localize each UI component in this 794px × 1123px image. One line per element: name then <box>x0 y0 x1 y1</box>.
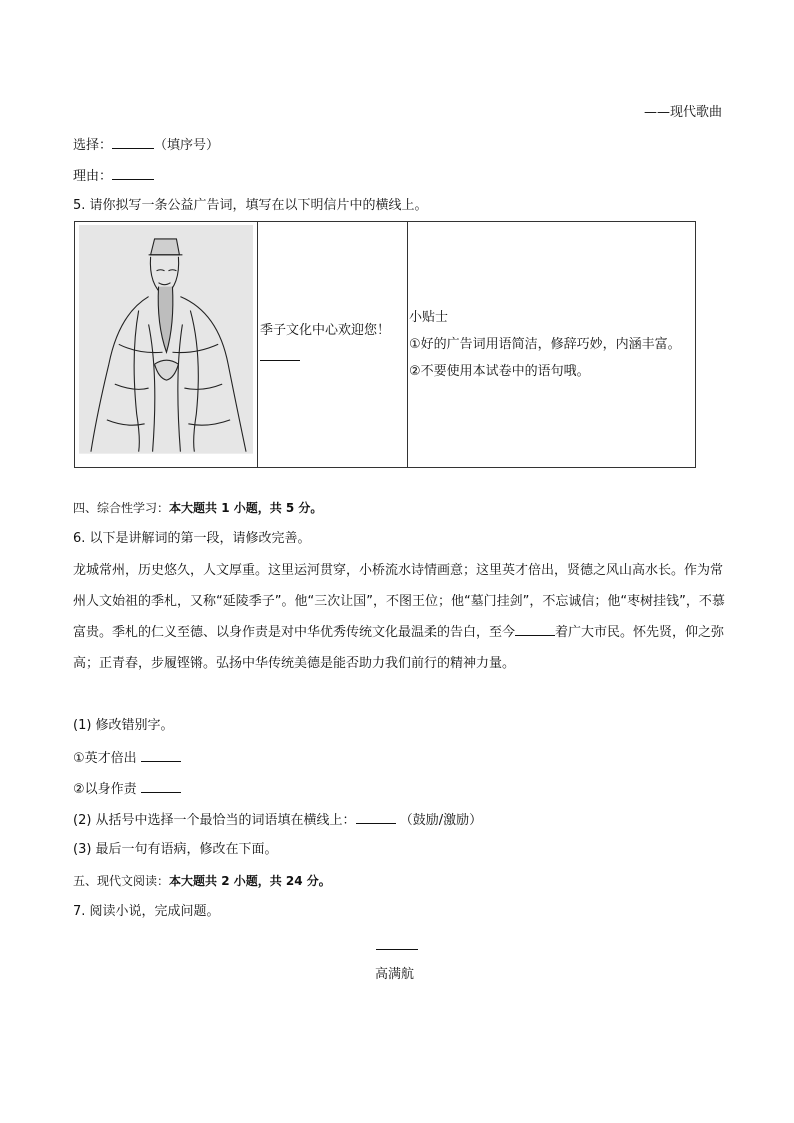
question-5-prompt: 5. 请你拟写一条公益广告词，填写在以下明信片中的横线上。 <box>73 198 428 213</box>
slogan-blank[interactable] <box>260 347 300 361</box>
sub-question-1: (1) 修改错别字。 <box>73 718 174 733</box>
tip-1: ①好的广告词用语简洁，修辞巧妙，内涵丰富。 <box>409 336 681 352</box>
typo-item-a: ①英才倍出 <box>73 751 137 766</box>
sub-question-1-b <box>73 779 181 799</box>
paragraph-part-2: 着广大市民。怀先贤，仰之弥高；正青春，步履铿锵。弘扬中华传统美德是能否助力我们前行的精神力量。 <box>73 625 725 671</box>
sub-question-3: (3) 最后一句有语病，修改在下面。 <box>73 842 278 857</box>
song-attribution: ——现代歌曲 <box>643 105 722 120</box>
sub-question-2 <box>73 810 482 830</box>
welcome-text: 季子文化中心欢迎您！ <box>260 323 391 339</box>
tips-cell <box>408 222 696 468</box>
narration-paragraph <box>73 555 725 679</box>
section-5-heading <box>73 872 331 890</box>
reason-answer-line <box>73 166 154 186</box>
select-note: （填序号） <box>154 138 220 153</box>
typo-item-b: ②以身作责 <box>73 782 137 797</box>
section-5-info: 本大题共 2 小题，共 24 分。 <box>169 874 331 888</box>
select-blank[interactable] <box>112 135 154 149</box>
section-4-info: 本大题共 1 小题，共 5 分。 <box>169 501 323 515</box>
typo-b-blank[interactable] <box>141 779 181 793</box>
paragraph-part-1: 龙城常州，历史悠久，人文厚重。这里运河贯穿，小桥流水诗情画意；这里英才倍出，贤德之风山高水长。作为常州人文始祖的季札，又称“延陵季子”。他“三次让国”，不图王位；他“墓门挂剑”，不忘诚信；他“枣树挂钱”，不慕富贵。季札的仁义至德、以身作责是对中华优秀传统文化最温柔的告白，至今 <box>73 563 725 640</box>
welcome-cell <box>258 222 408 468</box>
question-6-prompt: 6. 以下是讲解词的第一段，请修改完善。 <box>73 531 311 546</box>
ancient-scholar-portrait-icon <box>79 225 253 454</box>
sub-question-1-a <box>73 748 181 768</box>
section-4-heading <box>73 499 322 517</box>
story-title-blank[interactable] <box>376 949 418 950</box>
postcard-table <box>74 221 696 468</box>
select-answer-line <box>73 135 219 155</box>
select-label: 选择： <box>73 138 113 153</box>
portrait-cell <box>75 222 258 468</box>
section-5-title: 五、现代文阅读： <box>73 874 170 888</box>
story-author: 高满航 <box>375 967 415 982</box>
word-choice-blank[interactable] <box>356 810 396 824</box>
question-7-prompt: 7. 阅读小说，完成问题。 <box>73 904 220 919</box>
reason-blank[interactable] <box>112 166 154 180</box>
section-4-title: 四、综合性学习： <box>73 501 170 515</box>
tip-2: ②不要使用本试卷中的语句哦。 <box>409 363 590 379</box>
paragraph-blank[interactable] <box>515 622 555 636</box>
sub-question-2-text: (2) 从括号中选择一个最恰当的词语填在横线上： <box>73 813 356 828</box>
tips-title: 小贴士 <box>409 309 449 325</box>
typo-a-blank[interactable] <box>141 748 181 762</box>
word-options: （鼓励/激励） <box>399 813 483 828</box>
reason-label: 理由： <box>73 169 113 184</box>
